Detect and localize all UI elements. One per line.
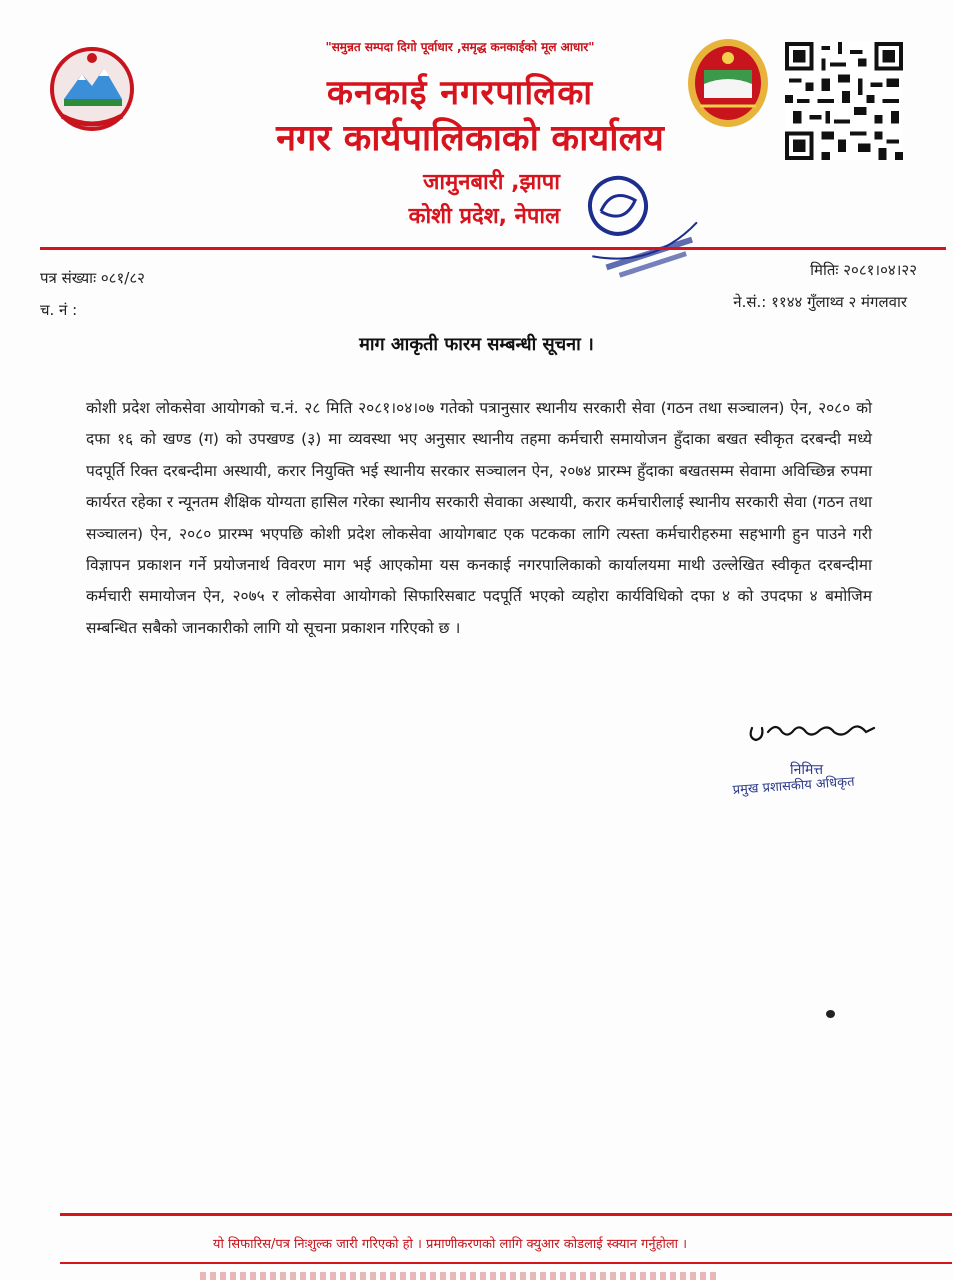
motto: "समुन्नत सम्पदा दिगो पूर्वाधार ,समृद्ध कनकाईको मूल आधार" [325,40,595,54]
ink-dot [826,1010,835,1018]
footer-cutoff-text [200,1272,720,1280]
letter-number: पत्र संख्याः ०८१/८२ [40,269,145,287]
municipality-logo-icon [686,36,770,130]
signature [742,708,882,748]
nepal-emblem-icon [42,44,142,134]
footer-notice: यो सिफारिस/पत्र निःशुल्क जारी गरिएको हो । प्रमाणीकरणको लागि क्युआर कोडलाई स्क्यान गर्नुहोला । [212,1237,688,1252]
address-line-2: कोशी प्रदेश, नेपाल [408,204,560,229]
office-stamp [565,160,715,290]
office-name: नगर कार्यपालिकाको कार्यालय [276,118,664,159]
subject-heading: माग आकृती फारम सम्बन्धी सूचना । [359,334,594,355]
qr-code[interactable] [784,42,904,160]
dispatch-number: च. नं : [40,301,78,319]
signature-nimitta: निमित्त [790,762,824,778]
municipality-name: कनकाई नगरपालिका [326,73,594,113]
footer-rule-bottom [60,1262,952,1264]
header-rule [40,247,946,250]
signatory-title: प्रमुख प्रशासकीय अधिकृत [732,774,856,798]
nepal-sambat-date: ने.सं.: ११४४ गुँलाथ्व २ मंगलवार [733,293,907,311]
notice-body: कोशी प्रदेश लोकसेवा आयोगको च.नं. २८ मिति २०८१।०४।०७ गतेको पत्रानुसार स्थानीय सरकारी सेवा (गठन तथा सञ्चालन) ऐन, २०८० को दफा १६ को खण्ड (ग) को उपखण्ड (३) मा व्यवस्था भए अनुसार स्थानीय तहमा कर्मचारी समायोजन हुँदाका बखत स्वीकृत दरबन्दी मध्ये पदपूर्ति रिक्त दरबन्दीमा अस्थायी, करार नियुक्ति भई स्थानीय सरकार सञ्चालन ऐन, २०७४ प्रारम्भ हुँदाका बखतसम्म सेवामा अविच्छिन्न रुपमा कार्यरत रहेका र न्यूनतम शैक्षिक योग्यता हासिल गरेका स्थानीय सरकारी सेवाका अस्थायी, करार कर्मचारीलाई स्थानीय सरकारी सेवा (गठन तथा सञ्चालन) ऐन, २०८० प्रारम्भ भएपछि कोशी प्रदेश लोकसेवा आयोगबाट एक पटकका लागि त्यस्ता कर्मचारीहरुमा सहभागी हुन पाउने गरी विज्ञापन प्रकाशन गर्ने प्रयोजनार्थ विवरण माग भई आएकोमा यस कनकाई नगरपालिकाको कार्यालयमा माथी उल्लेखित स्वीकृत दरबन्दीमा कर्मचारी समायोजन ऐन, २०७५ र लोकसेवा आयोगको सिफारिसबाट पदपूर्ति भएको व्यहोरा कार्यविधिको दफा ४ को उपदफा ४ बमोजिम सम्बन्धित सबैको जानकारीको लागि यो सूचना प्रकाशन गरिएको छ । [86,399,872,637]
footer-rule-top [60,1213,952,1216]
letter-date: मितिः २०८१।०४।२२ [810,261,917,279]
address-line-1: जामुनबारी ,झापा [423,170,560,195]
